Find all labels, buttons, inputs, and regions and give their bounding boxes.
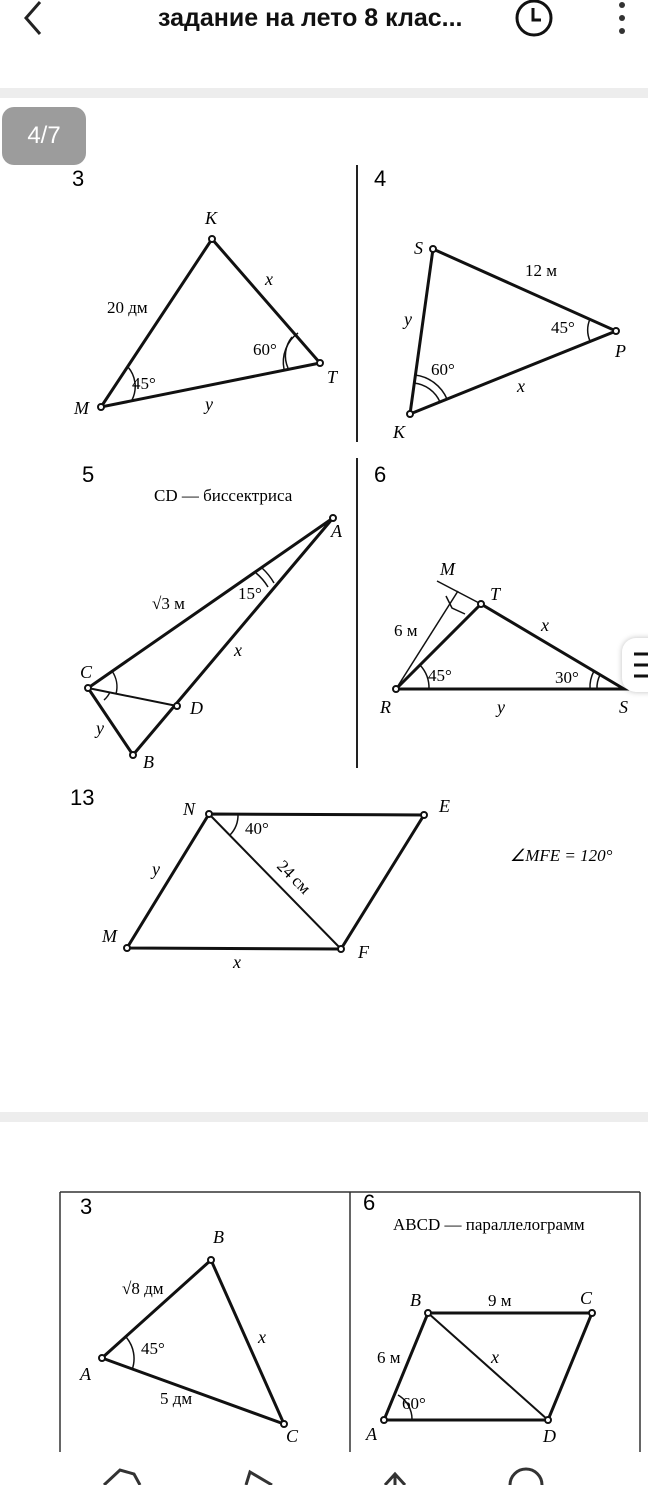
angle-label: 60° [431, 360, 455, 379]
side-label: 24 см [273, 856, 315, 898]
side-label: y [404, 309, 412, 329]
vertex-label: K [205, 208, 218, 228]
bottom-toolbar-icons [0, 1452, 648, 1485]
angle-label: 45° [551, 318, 575, 337]
vertex-label: P [615, 341, 626, 361]
angle-label: 40° [245, 819, 269, 838]
problem-13-figure [70, 785, 613, 972]
angle-label: 15° [238, 584, 262, 603]
problem-number: 6 [374, 462, 387, 487]
vertex-label: B [213, 1227, 224, 1247]
vertex-label: D [543, 1426, 556, 1446]
page-figures [0, 1122, 648, 1452]
vertex-label: M [440, 559, 455, 579]
edit-icon[interactable] [104, 1470, 140, 1485]
bottom-toolbar [0, 1452, 648, 1485]
chevron-left-icon [20, 0, 44, 36]
side-label: y [152, 859, 160, 879]
problem-6b-figure [363, 1190, 595, 1446]
side-label: x [234, 640, 242, 660]
problem-4-figure [374, 166, 626, 442]
side-label: 6 м [394, 621, 418, 640]
angle-label: 60° [402, 1394, 426, 1413]
vertex-label: K [393, 422, 406, 442]
side-label: x [258, 1327, 266, 1347]
given-condition: ∠MFE = 120° [510, 846, 613, 865]
problem-3-figure [72, 166, 339, 418]
side-label: x [233, 952, 241, 972]
side-label: y [497, 697, 505, 717]
side-label: 5 дм [160, 1389, 193, 1408]
vertex-label: T [327, 367, 338, 387]
vertex-label: A [80, 1364, 91, 1384]
vertex-label: M [102, 926, 117, 946]
vertex-label: A [366, 1424, 377, 1444]
problem-number: 4 [374, 166, 387, 191]
vertex-label: C [580, 1288, 593, 1308]
side-label: x [491, 1347, 499, 1367]
angle-label: 45° [428, 666, 452, 685]
problem-number: 5 [82, 462, 95, 487]
side-label: y [96, 718, 104, 738]
side-label: 20 дм [107, 298, 148, 317]
search-icon[interactable] [510, 1469, 542, 1485]
problem-3b-figure [79, 1194, 299, 1446]
vertex-label: S [619, 697, 628, 717]
share-icon[interactable] [385, 1474, 405, 1485]
angle-label: 30° [555, 668, 579, 687]
vertex-label: S [414, 238, 423, 258]
back-button[interactable] [14, 0, 50, 36]
vertex-label: A [331, 521, 342, 541]
page-indicator: 4/7 [2, 107, 86, 165]
side-label: 12 м [525, 261, 558, 280]
header-divider [0, 88, 648, 98]
vertex-label: R [380, 697, 391, 717]
problem-number: 3 [72, 166, 85, 191]
vertex-label: B [143, 752, 154, 772]
document-title: задание на лето 8 клас... [158, 4, 463, 32]
side-label: √8 дм [122, 1279, 164, 1298]
menu-lines-icon [622, 638, 648, 692]
angle-label: 45° [141, 1339, 165, 1358]
side-label: y [205, 394, 213, 414]
vertex-label: E [439, 796, 450, 816]
side-label: x [517, 376, 525, 396]
side-label: √3 м [152, 594, 185, 613]
side-label: x [541, 615, 549, 635]
vertex-label: M [74, 398, 89, 418]
angle-label: 60° [253, 340, 277, 359]
problem-note: ABCD — параллелограмм [393, 1215, 585, 1234]
history-button[interactable] [514, 0, 554, 40]
problem-5-figure [80, 462, 343, 772]
problem-number: 3 [80, 1194, 93, 1219]
vertex-label: N [183, 799, 196, 819]
side-label: 6 м [377, 1348, 401, 1367]
problem-note: CD — биссектриса [154, 486, 293, 505]
send-icon[interactable] [246, 1472, 272, 1485]
side-label: 9 м [488, 1291, 512, 1310]
more-vertical-icon [608, 0, 636, 40]
vertex-label: C [286, 1426, 299, 1446]
document-page[interactable] [0, 1122, 648, 1452]
side-label: x [265, 269, 273, 289]
page-figures [0, 98, 648, 1112]
vertex-label: D [190, 698, 203, 718]
document-page[interactable] [0, 98, 648, 1112]
problem-number: 13 [70, 785, 95, 810]
angle-label: 45° [132, 374, 156, 393]
top-app-bar [0, 0, 648, 88]
vertex-label: F [358, 942, 369, 962]
vertex-label: C [80, 662, 93, 682]
more-options-button[interactable] [608, 0, 636, 40]
problem-number: 6 [363, 1190, 376, 1215]
clock-icon [514, 0, 554, 40]
vertex-label: B [410, 1290, 421, 1310]
vertex-label: T [490, 584, 501, 604]
problem-6-figure [374, 462, 628, 717]
side-panel-handle[interactable] [622, 638, 648, 692]
page-divider [0, 1112, 648, 1122]
